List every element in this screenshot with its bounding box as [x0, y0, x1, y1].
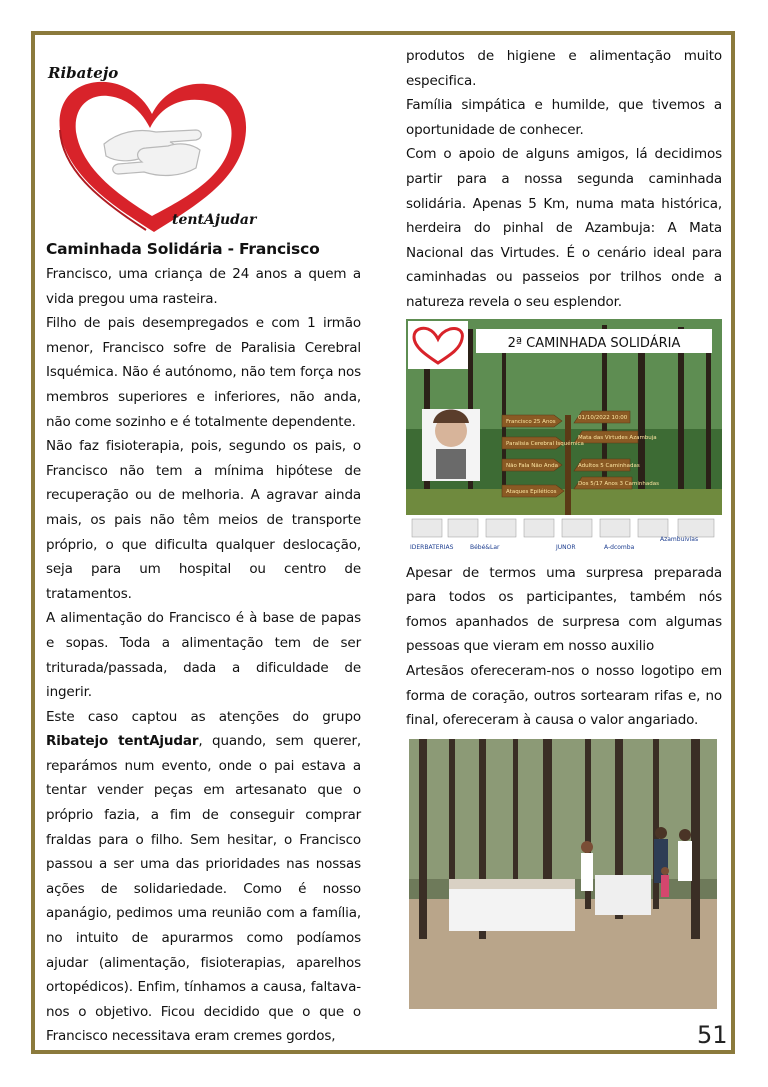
case-text-end: , quando, sem querer, reparámos num evento, onde o pai estava a tentar vender peças em artesanato que o próprio fazia, a fim de conseguir comprar fraldas para o filho. Sem hesitar, o Francisco passou a ser uma das prioridades nas nossas ações de solidariedade. Como é nosso apanágio, pedimos uma reunião com a família, no intuito de apurarmos como podíamos ajudar (alimentação, fisioterapias, aparelhos ortopédicos). Enfim, tínhamos a causa, faltava-nos o objetivo. Ficou decidido que o que o Francisco necessitava eram cremes gordos,: [46, 733, 361, 1045]
paragraph: Filho de pais desempregados e com 1 irmão menor, Francisco sofre de Paralisia Cerebral Isquémica. Não é autónomo, não tem força nos membros superiores e inferiores, não anda, não come sozinho e é totalmente dependente.: [46, 315, 361, 430]
event-poster-image: [406, 319, 722, 555]
ribatejo-tentajudar-logo: [46, 58, 256, 236]
sponsor-name: IDERBATERIAS: [410, 543, 454, 551]
group-name-bold: Ribatejo tentAjudar: [46, 733, 199, 750]
sponsor-name: Bébé&Lar: [470, 543, 500, 551]
paragraph: produtos de higiene e alimentação muito especifica.: [406, 48, 722, 89]
logo-text-top: Ribatejo: [48, 64, 119, 82]
paragraph-case: [46, 705, 361, 1049]
paragraph: Francisco, uma criança de 24 anos a quem a vida pregou uma rasteira.: [46, 266, 361, 307]
sign-text: Mata das Virtudes Azambuja: [578, 434, 657, 441]
paragraph: A alimentação do Francisco é à base de papas e sopas. Toda a alimentação tem de ser triturada/passada, dada a dificuldade de ingerir.: [46, 610, 361, 701]
paragraph: Não faz fisioterapia, pois, segundo os pais, o Francisco não tem a mínima hipótese de recuperação ou de melhoria. A agravar ainda mais, os pais não têm meios de transporte próprio, o que dificulta qualquer deslocação, seja para um hospital ou centro de tratamentos.: [46, 438, 361, 602]
sponsor-name: Azambuivías: [660, 535, 699, 543]
paragraph: Apesar de termos uma surpresa preparada para todos os participantes, também nós fomos apanhados de surpresa com algumas pessoas que vieram em nosso auxilio: [406, 564, 722, 655]
logo-text-bottom: tentAjudar: [172, 212, 257, 228]
sign-text: Ataques Epiléticos: [506, 488, 557, 495]
sign-text: Paralisia Cerebral Isquémica: [506, 440, 584, 447]
case-text-start: Este caso captou as atenções do grupo: [46, 708, 361, 725]
left-column: [46, 58, 361, 1049]
right-column: [406, 44, 722, 1009]
heart-hands-icon: [46, 58, 256, 236]
paragraph: Família simpática e humilde, que tivemos a oportunidade de conhecer.: [406, 97, 722, 138]
poster-heading: 2ª CAMINHADA SOLIDÁRIA: [507, 335, 681, 351]
sign-text: Não Fala Não Anda: [506, 462, 558, 469]
sign-text: Dos 5/17 Anos 3 Caminhadas: [578, 480, 659, 487]
sponsor-name: A-dcomba: [604, 543, 635, 551]
sponsor-name: JUNOR: [556, 543, 576, 551]
sign-text: Francisco 25 Anos: [506, 418, 556, 425]
page-number: 51: [697, 1021, 728, 1049]
paragraph: Artesãos ofereceram-nos o nosso logotipo em forma de coração, outros sortearam rifas e, no final, ofereceram à causa o valor angariado.: [406, 662, 722, 729]
paragraph: Com o apoio de alguns amigos, lá decidimos partir para a nossa segunda caminhada solidária. Apenas 5 Km, numa mata histórica, herdeira do pinhal de Azambuja: A Mata Nacional das Virtudes. É o cenário ideal para caminhadas ou passeios por trilhos onde a natureza revela o seu esplendor.: [406, 146, 722, 310]
article-title: Caminhada Solidária - Francisco: [46, 240, 320, 258]
event-photo: [409, 739, 717, 1009]
sign-text: 01/10/2022 10:00: [578, 414, 628, 421]
sign-text: Adultos 5 Caminhadas: [578, 462, 640, 469]
